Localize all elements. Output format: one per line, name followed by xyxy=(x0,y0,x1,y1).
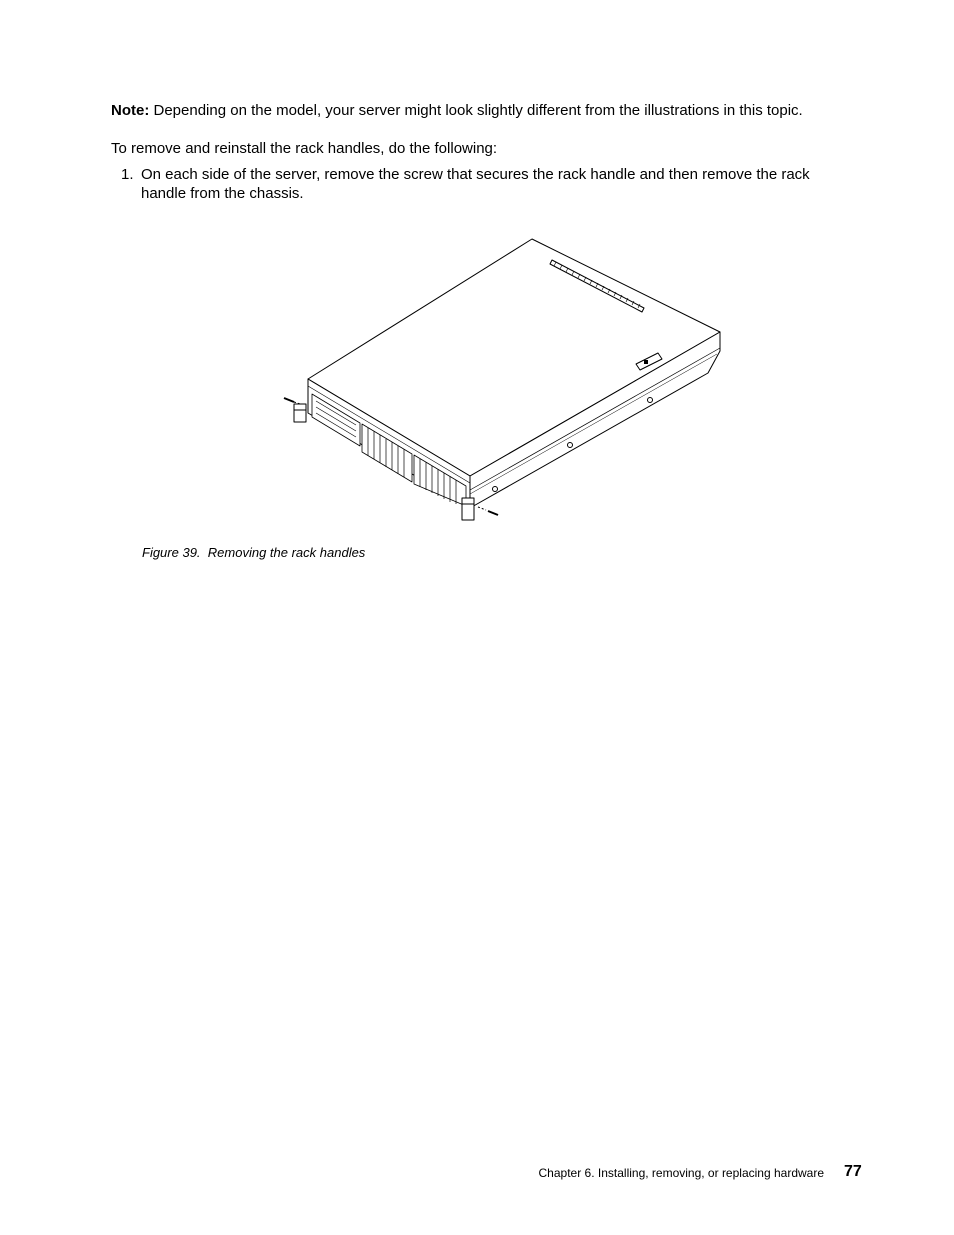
right-rack-handle xyxy=(462,498,474,520)
intro-paragraph: To remove and reinstall the rack handles, do the following: xyxy=(111,140,498,157)
step-text: On each side of the server, remove the screw that secures the rack handle and then remove the rack handle from the chassis. xyxy=(141,166,810,202)
page-number: 77 xyxy=(844,1163,862,1180)
note-label: Note: xyxy=(111,102,150,119)
figure-caption-text: Removing the rack handles xyxy=(207,545,366,560)
server-illustration xyxy=(280,236,730,526)
left-rack-handle xyxy=(294,404,306,422)
figure-caption xyxy=(142,545,365,561)
chapter-footer: Chapter 6. Installing, removing, or replacing hardware xyxy=(538,1166,824,1180)
note-text: Depending on the model, your server might look slightly different from the illustrations in this topic. xyxy=(153,102,803,119)
right-screw xyxy=(478,507,498,515)
figure-label: Figure 39. xyxy=(142,545,201,560)
left-screw xyxy=(284,398,300,404)
step-number: 1. xyxy=(121,166,134,183)
note-paragraph xyxy=(111,101,871,121)
